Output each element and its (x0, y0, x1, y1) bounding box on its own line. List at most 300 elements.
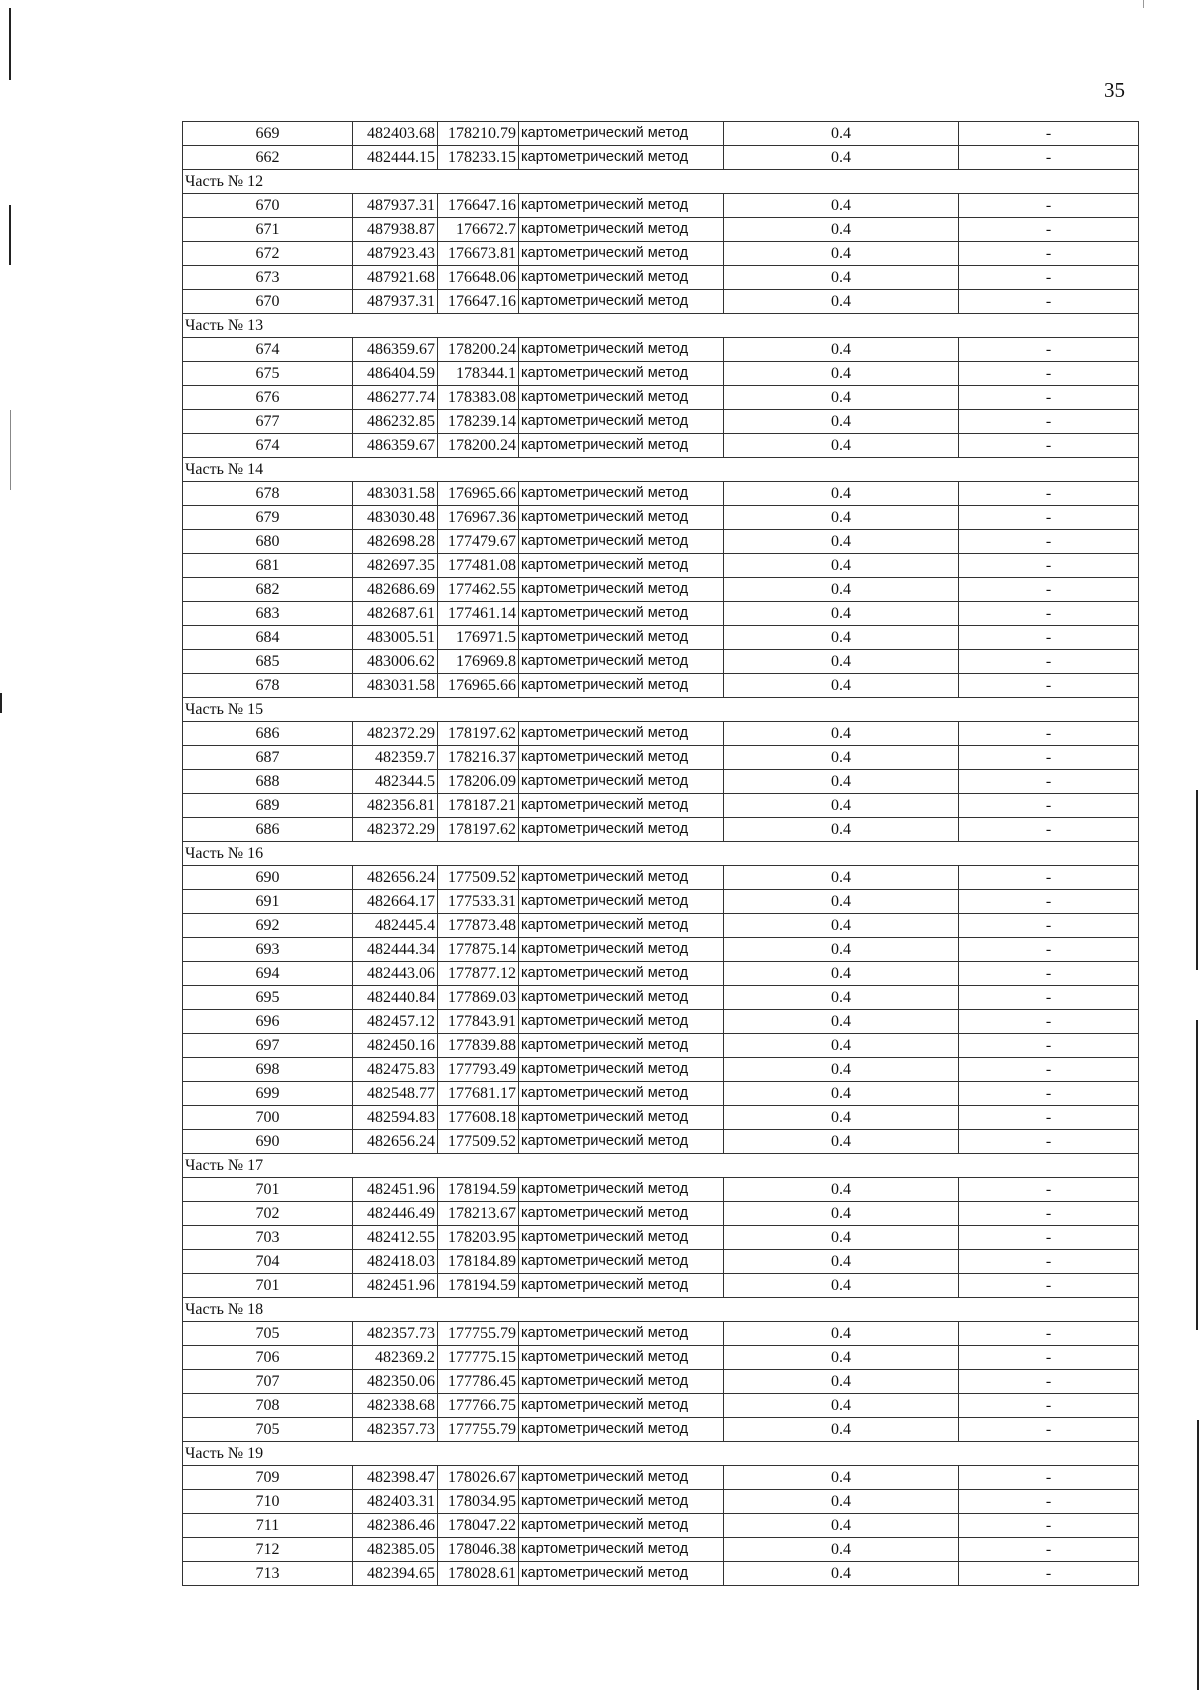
table-row (183, 1322, 1139, 1346)
precision-cell: 0.4 (724, 482, 959, 506)
description-cell: - (959, 338, 1139, 362)
precision-cell: 0.4 (724, 1370, 959, 1394)
precision-cell: 0.4 (724, 242, 959, 266)
precision-cell: 0.4 (724, 122, 959, 146)
method-cell: картометрический метод (519, 578, 724, 602)
y-coordinate-cell: 176967.36 (438, 506, 519, 530)
precision-cell: 0.4 (724, 650, 959, 674)
x-coordinate-cell: 487937.31 (353, 290, 438, 314)
table-row (183, 1490, 1139, 1514)
method-cell: картометрический метод (519, 1562, 724, 1586)
table-row (183, 506, 1139, 530)
description-cell: - (959, 362, 1139, 386)
description-cell: - (959, 1034, 1139, 1058)
method-cell: картометрический метод (519, 386, 724, 410)
point-number-cell: 679 (183, 506, 353, 530)
y-coordinate-cell: 177875.14 (438, 938, 519, 962)
table-row (183, 338, 1139, 362)
point-number-cell: 687 (183, 746, 353, 770)
description-cell: - (959, 578, 1139, 602)
point-number-cell: 703 (183, 1226, 353, 1250)
method-cell: картометрический метод (519, 1490, 724, 1514)
point-number-cell: 683 (183, 602, 353, 626)
method-cell: картометрический метод (519, 1466, 724, 1490)
table-row (183, 578, 1139, 602)
method-cell: картометрический метод (519, 626, 724, 650)
y-coordinate-cell: 178187.21 (438, 794, 519, 818)
y-coordinate-cell: 178210.79 (438, 122, 519, 146)
table-row (183, 1178, 1139, 1202)
point-number-cell: 670 (183, 290, 353, 314)
precision-cell: 0.4 (724, 866, 959, 890)
method-cell: картометрический метод (519, 674, 724, 698)
description-cell: - (959, 1490, 1139, 1514)
description-cell: - (959, 1322, 1139, 1346)
method-cell: картометрический метод (519, 506, 724, 530)
precision-cell: 0.4 (724, 794, 959, 818)
table-row (183, 1226, 1139, 1250)
scan-artifact (1143, 0, 1144, 8)
part-header-row (183, 698, 1139, 722)
precision-cell: 0.4 (724, 938, 959, 962)
y-coordinate-cell: 178216.37 (438, 746, 519, 770)
precision-cell: 0.4 (724, 506, 959, 530)
table-row (183, 770, 1139, 794)
x-coordinate-cell: 482344.5 (353, 770, 438, 794)
point-number-cell: 706 (183, 1346, 353, 1370)
point-number-cell: 698 (183, 1058, 353, 1082)
method-cell: картометрический метод (519, 866, 724, 890)
y-coordinate-cell: 178233.15 (438, 146, 519, 170)
method-cell: картометрический метод (519, 986, 724, 1010)
description-cell: - (959, 290, 1139, 314)
y-coordinate-cell: 177479.67 (438, 530, 519, 554)
precision-cell: 0.4 (724, 386, 959, 410)
point-number-cell: 701 (183, 1178, 353, 1202)
description-cell: - (959, 650, 1139, 674)
part-header-row (183, 458, 1139, 482)
x-coordinate-cell: 487937.31 (353, 194, 438, 218)
point-number-cell: 675 (183, 362, 353, 386)
x-coordinate-cell: 482350.06 (353, 1370, 438, 1394)
point-number-cell: 685 (183, 650, 353, 674)
y-coordinate-cell: 177533.31 (438, 890, 519, 914)
x-coordinate-cell: 487938.87 (353, 218, 438, 242)
scan-artifact (0, 693, 2, 713)
part-title: Часть № 12 (183, 170, 1139, 194)
y-coordinate-cell: 177793.49 (438, 1058, 519, 1082)
description-cell: - (959, 674, 1139, 698)
description-cell: - (959, 1106, 1139, 1130)
point-number-cell: 678 (183, 674, 353, 698)
scan-artifact (1197, 1420, 1199, 1690)
table-row (183, 674, 1139, 698)
description-cell: - (959, 386, 1139, 410)
table-row (183, 530, 1139, 554)
precision-cell: 0.4 (724, 554, 959, 578)
point-number-cell: 678 (183, 482, 353, 506)
scan-artifact (1196, 1020, 1198, 1330)
description-cell: - (959, 818, 1139, 842)
description-cell: - (959, 1010, 1139, 1034)
point-number-cell: 696 (183, 1010, 353, 1034)
x-coordinate-cell: 482451.96 (353, 1178, 438, 1202)
y-coordinate-cell: 177755.79 (438, 1418, 519, 1442)
y-coordinate-cell: 178200.24 (438, 338, 519, 362)
y-coordinate-cell: 176673.81 (438, 242, 519, 266)
x-coordinate-cell: 482357.73 (353, 1322, 438, 1346)
description-cell: - (959, 482, 1139, 506)
point-number-cell: 693 (183, 938, 353, 962)
description-cell: - (959, 1370, 1139, 1394)
y-coordinate-cell: 176672.7 (438, 218, 519, 242)
y-coordinate-cell: 178383.08 (438, 386, 519, 410)
table-row (183, 434, 1139, 458)
description-cell: - (959, 506, 1139, 530)
x-coordinate-cell: 482369.2 (353, 1346, 438, 1370)
method-cell: картометрический метод (519, 1346, 724, 1370)
table-row (183, 482, 1139, 506)
point-number-cell: 709 (183, 1466, 353, 1490)
x-coordinate-cell: 482697.35 (353, 554, 438, 578)
method-cell: картометрический метод (519, 1370, 724, 1394)
description-cell: - (959, 194, 1139, 218)
method-cell: картометрический метод (519, 530, 724, 554)
description-cell: - (959, 890, 1139, 914)
description-cell: - (959, 1226, 1139, 1250)
method-cell: картометрический метод (519, 122, 724, 146)
scan-artifact (9, 8, 11, 80)
coordinates-table (182, 121, 1139, 1586)
y-coordinate-cell: 177462.55 (438, 578, 519, 602)
precision-cell: 0.4 (724, 1130, 959, 1154)
description-cell: - (959, 218, 1139, 242)
description-cell: - (959, 1562, 1139, 1586)
x-coordinate-cell: 482444.34 (353, 938, 438, 962)
x-coordinate-cell: 482687.61 (353, 602, 438, 626)
precision-cell: 0.4 (724, 146, 959, 170)
method-cell: картометрический метод (519, 650, 724, 674)
x-coordinate-cell: 482356.81 (353, 794, 438, 818)
table-row (183, 938, 1139, 962)
table-row (183, 1130, 1139, 1154)
description-cell: - (959, 1202, 1139, 1226)
point-number-cell: 711 (183, 1514, 353, 1538)
table-row (183, 242, 1139, 266)
point-number-cell: 686 (183, 818, 353, 842)
description-cell: - (959, 434, 1139, 458)
part-title: Часть № 15 (183, 698, 1139, 722)
table-row (183, 1034, 1139, 1058)
table-row (183, 914, 1139, 938)
part-header-row (183, 314, 1139, 338)
part-header-row (183, 170, 1139, 194)
table-row (183, 1082, 1139, 1106)
x-coordinate-cell: 482457.12 (353, 1010, 438, 1034)
description-cell: - (959, 986, 1139, 1010)
table-row (183, 410, 1139, 434)
table-row (183, 1250, 1139, 1274)
precision-cell: 0.4 (724, 1010, 959, 1034)
description-cell: - (959, 122, 1139, 146)
point-number-cell: 688 (183, 770, 353, 794)
precision-cell: 0.4 (724, 578, 959, 602)
precision-cell: 0.4 (724, 1514, 959, 1538)
precision-cell: 0.4 (724, 1082, 959, 1106)
description-cell: - (959, 1178, 1139, 1202)
y-coordinate-cell: 177869.03 (438, 986, 519, 1010)
x-coordinate-cell: 482357.73 (353, 1418, 438, 1442)
point-number-cell: 670 (183, 194, 353, 218)
point-number-cell: 705 (183, 1418, 353, 1442)
description-cell: - (959, 146, 1139, 170)
table-row (183, 794, 1139, 818)
x-coordinate-cell: 482451.96 (353, 1274, 438, 1298)
x-coordinate-cell: 482443.06 (353, 962, 438, 986)
table-row (183, 962, 1139, 986)
method-cell: картометрический метод (519, 1538, 724, 1562)
table-row (183, 1106, 1139, 1130)
method-cell: картометрический метод (519, 1202, 724, 1226)
table-row (183, 650, 1139, 674)
y-coordinate-cell: 177755.79 (438, 1322, 519, 1346)
x-coordinate-cell: 482372.29 (353, 722, 438, 746)
y-coordinate-cell: 178194.59 (438, 1274, 519, 1298)
scan-artifact (9, 205, 11, 265)
description-cell: - (959, 530, 1139, 554)
method-cell: картометрический метод (519, 962, 724, 986)
x-coordinate-cell: 482418.03 (353, 1250, 438, 1274)
y-coordinate-cell: 178047.22 (438, 1514, 519, 1538)
method-cell: картометрический метод (519, 482, 724, 506)
point-number-cell: 699 (183, 1082, 353, 1106)
precision-cell: 0.4 (724, 1466, 959, 1490)
x-coordinate-cell: 486277.74 (353, 386, 438, 410)
y-coordinate-cell: 178026.67 (438, 1466, 519, 1490)
precision-cell: 0.4 (724, 986, 959, 1010)
point-number-cell: 680 (183, 530, 353, 554)
description-cell: - (959, 1394, 1139, 1418)
point-number-cell: 690 (183, 1130, 353, 1154)
y-coordinate-cell: 177608.18 (438, 1106, 519, 1130)
method-cell: картометрический метод (519, 1010, 724, 1034)
y-coordinate-cell: 177766.75 (438, 1394, 519, 1418)
table-row (183, 722, 1139, 746)
x-coordinate-cell: 482440.84 (353, 986, 438, 1010)
table-row (183, 1058, 1139, 1082)
x-coordinate-cell: 482686.69 (353, 578, 438, 602)
description-cell: - (959, 914, 1139, 938)
y-coordinate-cell: 178028.61 (438, 1562, 519, 1586)
point-number-cell: 700 (183, 1106, 353, 1130)
method-cell: картометрический метод (519, 746, 724, 770)
table-row (183, 818, 1139, 842)
y-coordinate-cell: 177481.08 (438, 554, 519, 578)
y-coordinate-cell: 177509.52 (438, 1130, 519, 1154)
description-cell: - (959, 626, 1139, 650)
point-number-cell: 689 (183, 794, 353, 818)
method-cell: картометрический метод (519, 1250, 724, 1274)
table-row (183, 986, 1139, 1010)
precision-cell: 0.4 (724, 1394, 959, 1418)
y-coordinate-cell: 177843.91 (438, 1010, 519, 1034)
precision-cell: 0.4 (724, 1346, 959, 1370)
x-coordinate-cell: 483031.58 (353, 674, 438, 698)
point-number-cell: 708 (183, 1394, 353, 1418)
description-cell: - (959, 746, 1139, 770)
x-coordinate-cell: 487923.43 (353, 242, 438, 266)
description-cell: - (959, 722, 1139, 746)
point-number-cell: 697 (183, 1034, 353, 1058)
part-title: Часть № 14 (183, 458, 1139, 482)
y-coordinate-cell: 178206.09 (438, 770, 519, 794)
precision-cell: 0.4 (724, 266, 959, 290)
y-coordinate-cell: 176647.16 (438, 290, 519, 314)
point-number-cell: 677 (183, 410, 353, 434)
point-number-cell: 704 (183, 1250, 353, 1274)
precision-cell: 0.4 (724, 1202, 959, 1226)
x-coordinate-cell: 482475.83 (353, 1058, 438, 1082)
point-number-cell: 669 (183, 122, 353, 146)
part-header-row (183, 842, 1139, 866)
table-row (183, 1418, 1139, 1442)
precision-cell: 0.4 (724, 1418, 959, 1442)
precision-cell: 0.4 (724, 890, 959, 914)
x-coordinate-cell: 483031.58 (353, 482, 438, 506)
y-coordinate-cell: 178197.62 (438, 818, 519, 842)
point-number-cell: 694 (183, 962, 353, 986)
method-cell: картометрический метод (519, 794, 724, 818)
point-number-cell: 672 (183, 242, 353, 266)
description-cell: - (959, 1418, 1139, 1442)
table-row (183, 1466, 1139, 1490)
x-coordinate-cell: 483030.48 (353, 506, 438, 530)
method-cell: картометрический метод (519, 146, 724, 170)
description-cell: - (959, 1274, 1139, 1298)
method-cell: картометрический метод (519, 242, 724, 266)
point-number-cell: 713 (183, 1562, 353, 1586)
method-cell: картометрический метод (519, 1130, 724, 1154)
precision-cell: 0.4 (724, 770, 959, 794)
precision-cell: 0.4 (724, 194, 959, 218)
table-row (183, 122, 1139, 146)
description-cell: - (959, 962, 1139, 986)
point-number-cell: 671 (183, 218, 353, 242)
description-cell: - (959, 1466, 1139, 1490)
description-cell: - (959, 242, 1139, 266)
part-title: Часть № 19 (183, 1442, 1139, 1466)
method-cell: картометрический метод (519, 410, 724, 434)
y-coordinate-cell: 178239.14 (438, 410, 519, 434)
x-coordinate-cell: 487921.68 (353, 266, 438, 290)
method-cell: картометрический метод (519, 1058, 724, 1082)
point-number-cell: 705 (183, 1322, 353, 1346)
precision-cell: 0.4 (724, 530, 959, 554)
y-coordinate-cell: 177461.14 (438, 602, 519, 626)
precision-cell: 0.4 (724, 1538, 959, 1562)
method-cell: картометрический метод (519, 194, 724, 218)
table-row (183, 746, 1139, 770)
method-cell: картометрический метод (519, 1034, 724, 1058)
method-cell: картометрический метод (519, 722, 724, 746)
x-coordinate-cell: 482412.55 (353, 1226, 438, 1250)
part-title: Часть № 13 (183, 314, 1139, 338)
method-cell: картометрический метод (519, 1082, 724, 1106)
method-cell: картометрический метод (519, 914, 724, 938)
description-cell: - (959, 1346, 1139, 1370)
precision-cell: 0.4 (724, 218, 959, 242)
x-coordinate-cell: 482446.49 (353, 1202, 438, 1226)
point-number-cell: 707 (183, 1370, 353, 1394)
method-cell: картометрический метод (519, 1514, 724, 1538)
precision-cell: 0.4 (724, 1106, 959, 1130)
method-cell: картометрический метод (519, 890, 724, 914)
precision-cell: 0.4 (724, 290, 959, 314)
y-coordinate-cell: 176648.06 (438, 266, 519, 290)
y-coordinate-cell: 177509.52 (438, 866, 519, 890)
precision-cell: 0.4 (724, 746, 959, 770)
table-row (183, 266, 1139, 290)
table-row (183, 866, 1139, 890)
method-cell: картометрический метод (519, 818, 724, 842)
y-coordinate-cell: 178203.95 (438, 1226, 519, 1250)
x-coordinate-cell: 482450.16 (353, 1034, 438, 1058)
x-coordinate-cell: 482398.47 (353, 1466, 438, 1490)
part-header-row (183, 1442, 1139, 1466)
page-number: 35 (1104, 78, 1125, 102)
x-coordinate-cell: 482403.68 (353, 122, 438, 146)
x-coordinate-cell: 482445.4 (353, 914, 438, 938)
table-row (183, 626, 1139, 650)
point-number-cell: 712 (183, 1538, 353, 1562)
x-coordinate-cell: 482664.17 (353, 890, 438, 914)
y-coordinate-cell: 178344.1 (438, 362, 519, 386)
description-cell: - (959, 794, 1139, 818)
y-coordinate-cell: 178184.89 (438, 1250, 519, 1274)
y-coordinate-cell: 177839.88 (438, 1034, 519, 1058)
precision-cell: 0.4 (724, 722, 959, 746)
method-cell: картометрический метод (519, 1106, 724, 1130)
method-cell: картометрический метод (519, 266, 724, 290)
part-title: Часть № 18 (183, 1298, 1139, 1322)
scan-artifact (1196, 790, 1198, 970)
point-number-cell: 690 (183, 866, 353, 890)
method-cell: картометрический метод (519, 554, 724, 578)
y-coordinate-cell: 177775.15 (438, 1346, 519, 1370)
y-coordinate-cell: 176965.66 (438, 674, 519, 698)
precision-cell: 0.4 (724, 1226, 959, 1250)
x-coordinate-cell: 482385.05 (353, 1538, 438, 1562)
description-cell: - (959, 1250, 1139, 1274)
table-row (183, 386, 1139, 410)
description-cell: - (959, 866, 1139, 890)
y-coordinate-cell: 178197.62 (438, 722, 519, 746)
precision-cell: 0.4 (724, 1562, 959, 1586)
table-row (183, 554, 1139, 578)
precision-cell: 0.4 (724, 818, 959, 842)
precision-cell: 0.4 (724, 914, 959, 938)
point-number-cell: 691 (183, 890, 353, 914)
method-cell: картометрический метод (519, 434, 724, 458)
precision-cell: 0.4 (724, 626, 959, 650)
x-coordinate-cell: 482359.7 (353, 746, 438, 770)
table-row (183, 218, 1139, 242)
table-row (183, 1538, 1139, 1562)
method-cell: картометрический метод (519, 338, 724, 362)
method-cell: картометрический метод (519, 1418, 724, 1442)
table-row (183, 1394, 1139, 1418)
x-coordinate-cell: 482394.65 (353, 1562, 438, 1586)
